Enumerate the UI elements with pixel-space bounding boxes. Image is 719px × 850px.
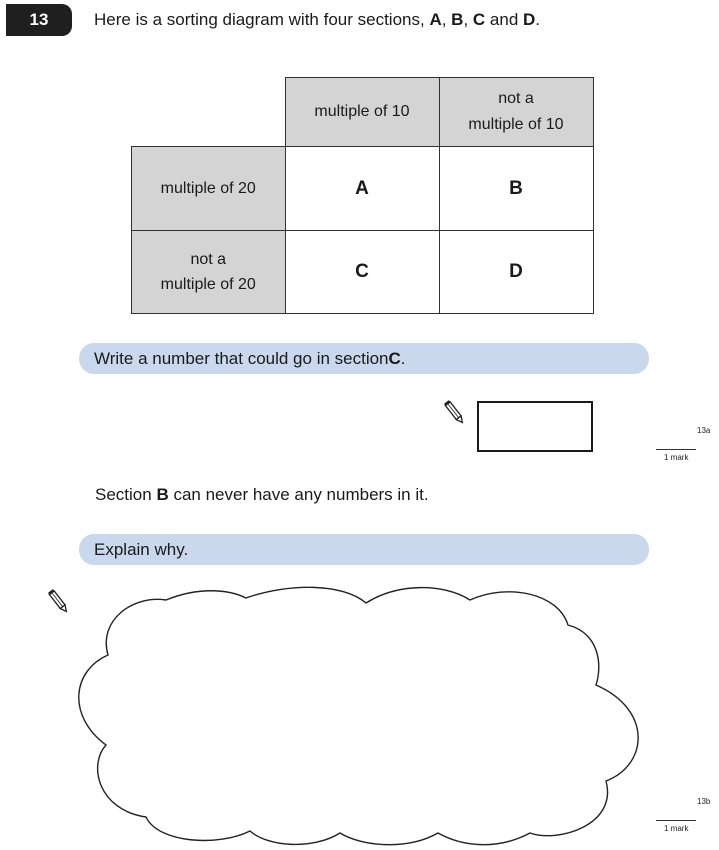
question-number-badge [6, 4, 72, 36]
mark-label-13b: 1 mark [664, 824, 689, 833]
question-intro: Here is a sorting diagram with four sections, A, B, C and D. [94, 10, 541, 29]
answer-box-a[interactable] [477, 401, 593, 452]
col-header-multiple-of-10: multiple of 10 [285, 78, 439, 147]
col-header-not-multiple-of-10: not a multiple of 10 [439, 78, 593, 147]
mark-line-13b [656, 820, 696, 821]
prompt-band-a: Write a number that could go in section C . [79, 343, 649, 374]
section-c: C [285, 231, 439, 314]
mark-label-13a: 1 mark [664, 453, 689, 462]
answer-cloud-b[interactable] [78, 585, 653, 847]
intro-section-d: D [523, 10, 536, 29]
mark-line-13a [656, 449, 696, 450]
row-header-not-multiple-of-20: not a multiple of 20 [132, 231, 286, 314]
pencil-icon-b [47, 588, 71, 616]
intro-section-c: C [472, 10, 486, 29]
prompt-band-b: Explain why. [79, 534, 649, 565]
mark-code-13a: 13a [697, 426, 711, 435]
intro-section-a: A [429, 10, 442, 29]
section-a: A [285, 147, 439, 231]
question-number: 13 [29, 10, 49, 29]
part-b-statement: Section B can never have any numbers in it. [95, 485, 429, 504]
section-b: B [439, 147, 593, 231]
row-header-multiple-of-20: multiple of 20 [132, 147, 286, 231]
corner-cell [132, 78, 286, 147]
pencil-icon [443, 399, 467, 427]
sorting-diagram [131, 77, 594, 314]
section-d: D [439, 231, 593, 314]
mark-code-13b: 13b [697, 797, 711, 806]
intro-section-b: B [451, 10, 464, 29]
